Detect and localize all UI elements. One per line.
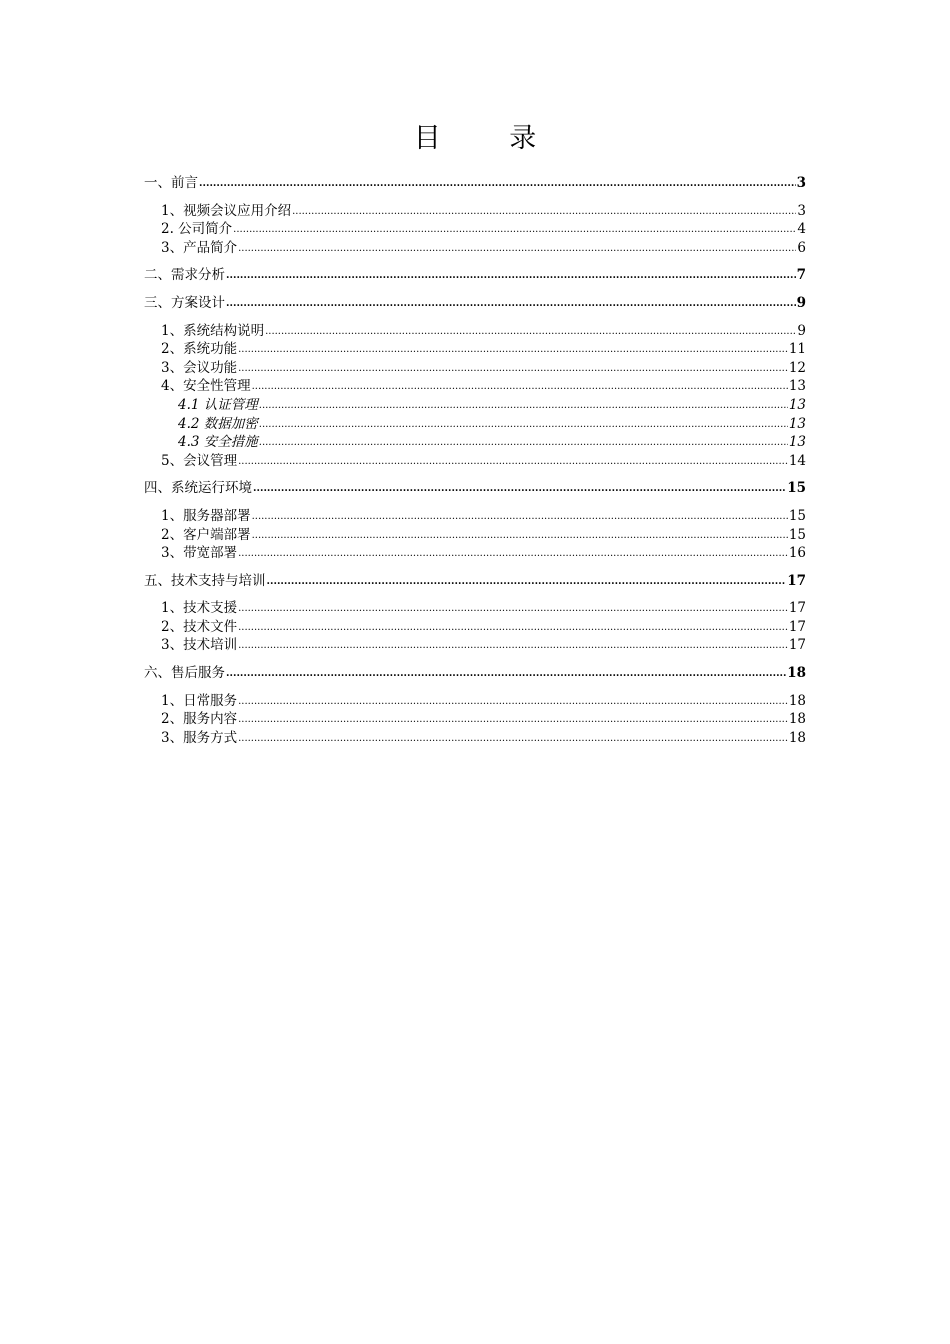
toc-entry[interactable] <box>144 294 806 313</box>
toc-dot-leader <box>238 635 788 656</box>
toc-entry-label: 六、售后服务 <box>144 665 225 682</box>
toc-page-number: 17 <box>788 637 806 654</box>
toc-page-number: 9 <box>797 322 806 339</box>
toc-entry-label: 四、系统运行环境 <box>144 480 252 497</box>
toc-entry[interactable] <box>144 692 806 711</box>
toc-entry[interactable] <box>144 377 806 396</box>
toc-page-number: 11 <box>788 341 806 358</box>
toc-page-number: 4 <box>797 221 806 238</box>
toc-page-number: 13 <box>788 378 806 395</box>
toc-page-number: 18 <box>788 692 806 709</box>
toc-entry[interactable] <box>144 618 806 637</box>
toc-entry-label: 2、系统功能 <box>161 341 238 358</box>
toc-page-number: 15 <box>788 526 806 543</box>
toc-dot-leader <box>233 219 796 240</box>
toc-dot-leader <box>226 663 786 684</box>
toc-entry[interactable] <box>144 710 806 729</box>
toc-dot-leader <box>267 571 787 592</box>
toc-entry[interactable] <box>144 174 806 193</box>
toc-page-number: 18 <box>788 711 806 728</box>
toc-entry-label: 二、需求分析 <box>144 267 225 284</box>
toc-page-number: 14 <box>788 452 806 469</box>
toc-dot-leader <box>253 478 786 499</box>
toc-entry[interactable] <box>144 340 806 359</box>
toc-page-number: 18 <box>787 665 806 682</box>
toc-entry[interactable] <box>144 636 806 655</box>
toc-entry[interactable] <box>144 220 806 239</box>
toc-page-number: 13 <box>788 396 806 413</box>
toc-entry[interactable] <box>144 479 806 498</box>
toc-page-number: 17 <box>788 600 806 617</box>
toc-dot-leader <box>238 339 788 360</box>
toc-dot-leader <box>292 201 796 222</box>
toc-entry[interactable] <box>144 599 806 618</box>
toc-entry[interactable] <box>144 415 806 434</box>
toc-dot-leader <box>238 238 796 259</box>
toc-page-number: 17 <box>787 572 806 589</box>
page-title: 目 录 <box>413 123 567 154</box>
toc-entry[interactable] <box>144 729 806 748</box>
toc-entry-label: 5、会议管理 <box>161 452 238 469</box>
toc-entry-label: 3、服务方式 <box>161 729 238 746</box>
toc-entry[interactable] <box>144 526 806 545</box>
toc-page-number: 16 <box>788 545 806 562</box>
toc-page-number: 17 <box>788 618 806 635</box>
toc-entry-label: 五、技术支持与培训 <box>144 572 266 589</box>
toc-dot-leader <box>199 173 796 194</box>
toc-entry-label: 3、会议功能 <box>161 359 238 376</box>
toc-entry-label: 2、服务内容 <box>161 711 238 728</box>
toc-entry-label: 4、安全性管理 <box>161 378 251 395</box>
toc-dot-leader <box>252 525 788 546</box>
toc-entry-label: 4.3 安全措施 <box>178 434 258 451</box>
toc-page-number: 7 <box>796 267 806 284</box>
toc-page-number: 3 <box>796 175 806 191</box>
toc-dot-leader <box>259 414 788 435</box>
toc-entry-label: 三、方案设计 <box>144 294 225 311</box>
toc-page-number: 9 <box>796 294 806 311</box>
toc-entry-label: 一、前言 <box>144 175 198 191</box>
toc-dot-leader <box>226 265 796 286</box>
toc-entry-label: 2、客户端部署 <box>161 526 251 543</box>
toc-dot-leader <box>238 543 788 564</box>
toc-dot-leader <box>265 321 796 342</box>
toc-entry[interactable] <box>144 202 806 221</box>
toc-entry[interactable] <box>144 433 806 452</box>
toc-entry-label: 2. 公司简介 <box>161 221 233 238</box>
toc-page-number: 15 <box>788 507 806 524</box>
toc-entry-label: 4.2 数据加密 <box>178 415 258 432</box>
toc-page-number: 15 <box>787 480 806 497</box>
toc-entry[interactable] <box>144 239 806 258</box>
toc-entry[interactable] <box>144 322 806 341</box>
toc-entry[interactable] <box>144 396 806 415</box>
toc-entry-label: 1、视频会议应用介绍 <box>161 202 292 219</box>
toc-dot-leader <box>259 395 788 416</box>
toc-page-number: 18 <box>788 729 806 746</box>
toc-dot-leader <box>238 358 788 379</box>
toc-entry[interactable] <box>144 544 806 563</box>
toc-entry-label: 1、日常服务 <box>161 692 238 709</box>
toc-entry[interactable] <box>144 572 806 591</box>
toc-dot-leader <box>238 691 788 712</box>
toc-page-number: 12 <box>788 359 806 376</box>
toc-entry-label: 3、带宽部署 <box>161 545 238 562</box>
toc-dot-leader <box>226 293 796 314</box>
toc-dot-leader <box>238 451 788 472</box>
toc-dot-leader <box>252 506 788 527</box>
toc-page-number: 13 <box>788 415 806 432</box>
toc-page-number: 13 <box>788 434 806 451</box>
toc-entry-label: 1、技术支援 <box>161 600 238 617</box>
toc-dot-leader <box>259 432 788 453</box>
toc-entry-label: 2、技术文件 <box>161 618 238 635</box>
toc-entry-label: 1、服务器部署 <box>161 507 251 524</box>
toc-dot-leader <box>238 598 788 619</box>
toc-entry-label: 3、技术培训 <box>161 637 238 654</box>
toc-entry[interactable] <box>144 359 806 378</box>
toc-entry[interactable] <box>144 452 806 471</box>
toc-entry-label: 4.1 认证管理 <box>178 396 258 413</box>
toc-entry[interactable] <box>144 664 806 683</box>
toc-entry[interactable] <box>144 266 806 285</box>
toc-dot-leader <box>238 728 788 749</box>
toc-entry-label: 1、系统结构说明 <box>161 322 265 339</box>
toc-dot-leader <box>252 376 788 397</box>
toc-dot-leader <box>238 709 788 730</box>
toc-entry-label: 3、产品简介 <box>161 239 238 256</box>
toc-dot-leader <box>238 617 788 638</box>
toc-page-number: 6 <box>797 239 806 256</box>
table-of-contents <box>144 174 806 747</box>
toc-page-number: 3 <box>797 202 806 219</box>
toc-entry[interactable] <box>144 507 806 526</box>
